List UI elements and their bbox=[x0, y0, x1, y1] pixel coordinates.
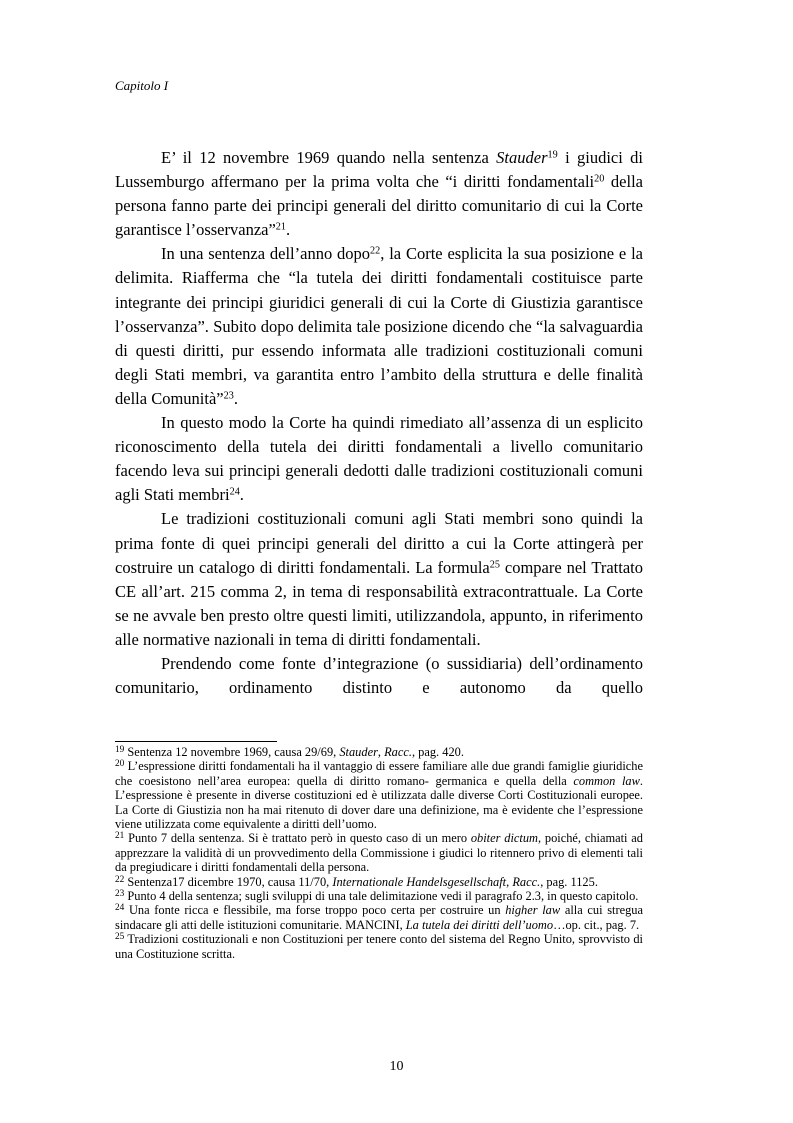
footnote-separator bbox=[115, 741, 277, 742]
page-number: 10 bbox=[389, 1059, 404, 1074]
text-run: . bbox=[233, 388, 238, 408]
footnote-ref: 22 bbox=[115, 874, 125, 885]
running-head: Capitolo I bbox=[115, 78, 169, 93]
footnote-ref: 24 bbox=[229, 486, 240, 498]
footnote bbox=[115, 759, 643, 831]
footnote-ref: 22 bbox=[370, 245, 381, 257]
text-run: , pag. 1125. bbox=[540, 874, 598, 889]
text-run: In questo modo la Corte ha quindi rimediato all’assenza di un esplicito riconoscimento della tutela dei diritti fondamentali a livello comunitario facendo leva sui principi generali dedotti dalle tradizioni costituzionali comuni agli Stati membri bbox=[115, 413, 643, 505]
footnote bbox=[115, 875, 643, 889]
footnote bbox=[115, 932, 643, 961]
text-run: , pag. 420. bbox=[411, 745, 464, 759]
text-run: Tradizioni costituzionali e non Costituzioni per tenere conto del sistema del Regno Unito, sprovvisto di una Costituzione scritta. bbox=[115, 932, 643, 961]
text-run: , bbox=[377, 745, 385, 759]
body-paragraph bbox=[115, 146, 643, 242]
italic-text: Internationale Handelsgesellschaft bbox=[332, 874, 507, 889]
footnote-ref: 19 bbox=[115, 744, 125, 755]
footnote-ref: 21 bbox=[275, 221, 287, 233]
text-run: , bbox=[506, 874, 513, 889]
body-paragraph bbox=[115, 507, 643, 652]
italic-text: common law bbox=[573, 773, 640, 788]
italic-text: Stauder bbox=[496, 148, 548, 167]
text-run: Le tradizioni costituzionali comuni agli Stati membri sono quindi la prima fonte di quei principi generali del diritto a cui la Corte attingerà per costruire un catalogo di diritti fondamentali. La formula bbox=[115, 509, 643, 577]
footnote bbox=[115, 889, 643, 903]
footnote-ref: 19 bbox=[547, 149, 558, 161]
text-run: i giudici di Lussemburgo affermano per la prima volta che “i diritti fondamentali bbox=[115, 148, 644, 192]
italic-text: La tutela dei diritti dell’uomo bbox=[405, 917, 554, 932]
text-run: Sentenza17 dicembre 1970, causa 11/70, bbox=[124, 874, 333, 889]
footnote-ref: 21 bbox=[115, 831, 125, 842]
footnotes bbox=[115, 745, 643, 961]
footnote-ref: 23 bbox=[115, 888, 125, 899]
italic-text: Racc. bbox=[384, 745, 412, 759]
body-paragraph bbox=[115, 411, 643, 507]
italic-text: Stauder bbox=[339, 745, 378, 759]
body-paragraph bbox=[115, 652, 643, 700]
footnote-ref: 24 bbox=[115, 903, 125, 914]
footnote-ref: 20 bbox=[115, 759, 125, 770]
italic-text: Racc. bbox=[512, 874, 541, 889]
text-run: della persona fanno parte dei principi generali del diritto comunitario di cui la Corte garantisce l’osservanza” bbox=[115, 172, 643, 240]
footnote bbox=[115, 903, 643, 932]
text-run: , poiché, chiamati ad apprezzare la validità di un provvedimento della Commissione i giudici lo ritennero privo di elementi tali da pregiudicare i diritti fondamentali della persona. bbox=[115, 831, 643, 875]
italic-text: higher law bbox=[505, 903, 561, 918]
footnote-ref: 25 bbox=[489, 558, 500, 570]
text-run: Punto 4 della sentenza; sugli sviluppi di una tale delimitazione vedi il paragrafo 2.3, in questo capitolo. bbox=[124, 889, 639, 904]
footnote bbox=[115, 831, 643, 874]
text-run: Una fonte ricca e flessibile, ma forse troppo poco certa per costruire un bbox=[124, 903, 506, 918]
text-run: alla cui stregua sindacare gli atti delle istituzioni comunitarie. MANCINI, bbox=[115, 903, 643, 932]
text-run: . bbox=[239, 485, 244, 505]
footnote bbox=[115, 745, 643, 759]
footnote-ref: 23 bbox=[223, 390, 234, 402]
text-run: , la Corte esplicita la sua posizione e la delimita. Riafferma che “la tutela dei diritti fondamentali costituisce parte integrante dei principi giuridici generali di cui la Corte di Giustizia garantisce l’osservanza”. Subito dopo delimita tale posizione dicendo che “la salvaguardia di questi diritti, pur essendo informata alle tradizioni costituzionali comuni degli Stati membri, va garantita entro l’ambito della struttura e delle finalità della Comunità” bbox=[115, 244, 643, 408]
body-text bbox=[115, 146, 643, 700]
text-run: Punto 7 della sentenza. Si è trattato però in questo caso di un mero bbox=[124, 831, 471, 846]
footnote-ref: 20 bbox=[594, 173, 605, 185]
text-run: L’espressione diritti fondamentali ha il vantaggio di essere familiare alle due grandi famiglie giuridiche che coesistono nell’area europea: quella di diritto romano- germanica e quella della bbox=[115, 759, 643, 788]
text-run: . L’espressione è presente in diverse costituzioni ed è utilizzata dalle diverse Corti Costituzionali europee. La Corte di Giustizia non ha mai ritenuto di dover dare una definizione, ma è evidente che l’espressione viene utilizzata come equivalente a diritti dell’uomo. bbox=[115, 773, 643, 832]
footnote-ref: 25 bbox=[115, 932, 125, 943]
italic-text: obiter dictum bbox=[470, 831, 538, 846]
text-run: Prendendo come fonte d’integrazione (o sussidiaria) dell’ordinamento comunitario, ordinamento distinto e autonomo da quello bbox=[115, 653, 643, 698]
text-run: . bbox=[286, 220, 291, 240]
text-run: …op. cit., pag. 7. bbox=[553, 917, 640, 932]
text-run: E’ il 12 novembre 1969 quando nella sentenza bbox=[161, 148, 497, 167]
text-run: In una sentenza dell’anno dopo bbox=[161, 244, 371, 264]
text-run: Sentenza 12 novembre 1969, causa 29/69, bbox=[124, 745, 340, 759]
text-run: compare nel Trattato CE all’art. 215 comma 2, in tema di responsabilità extracontrattuale. La Corte se ne avvale ben presto oltre questi limiti, utilizzandola, appunto, in riferimento alle normative nazionali in tema di diritti fondamentali. bbox=[115, 557, 643, 649]
body-paragraph bbox=[115, 242, 643, 411]
